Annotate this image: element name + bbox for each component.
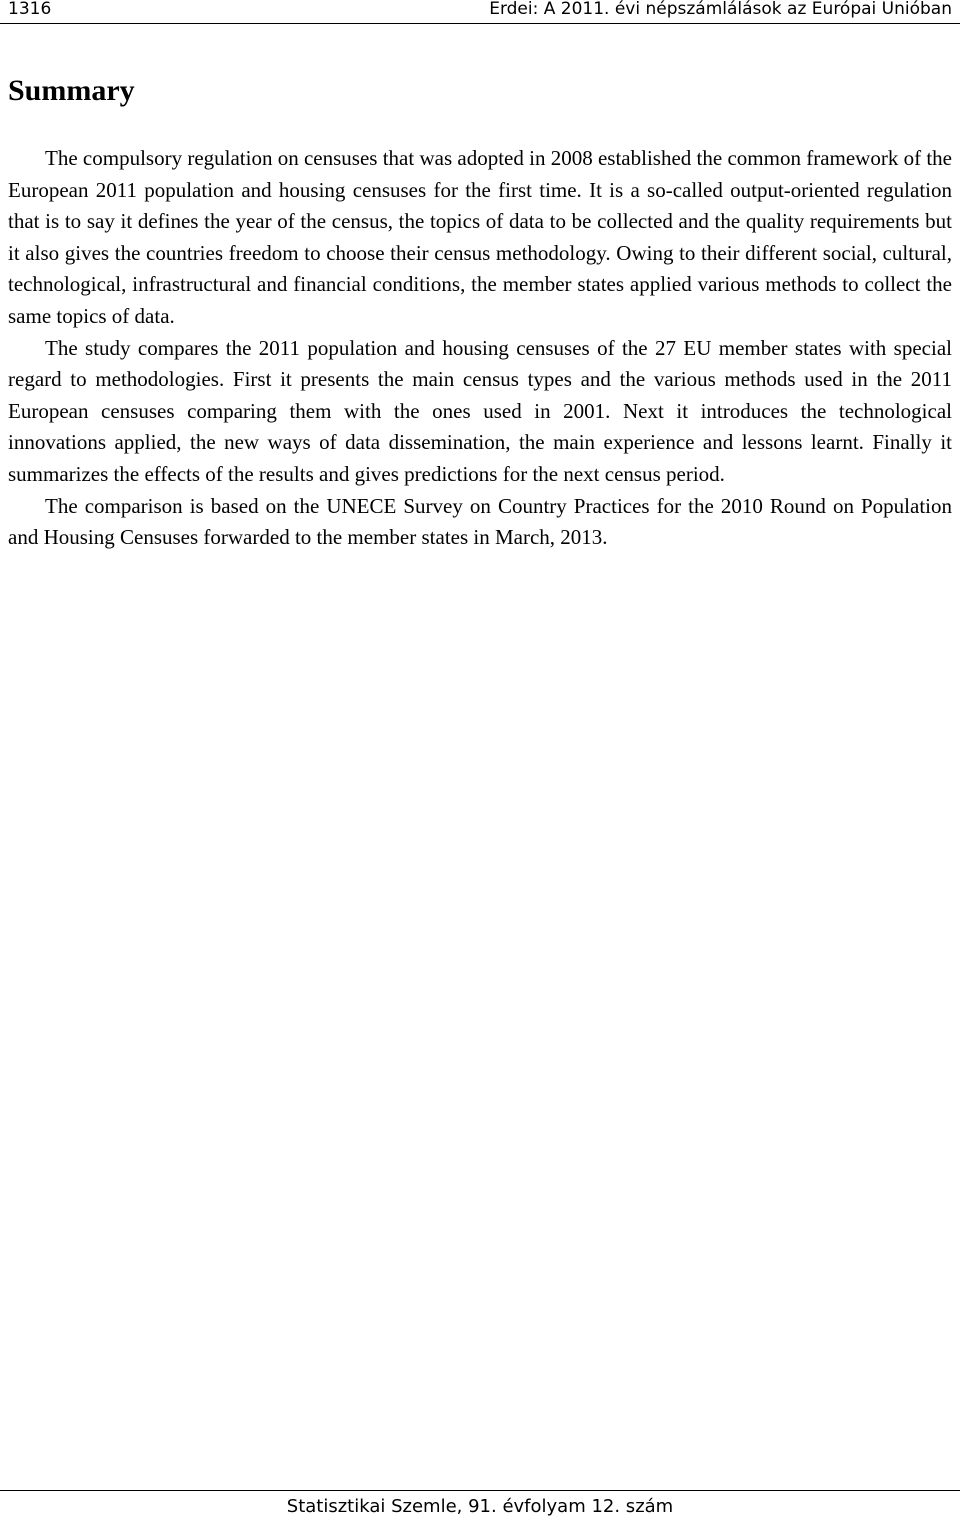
journal-footer: Statisztikai Szemle, 91. évfolyam 12. szám [286, 1496, 674, 1517]
paragraph-2: The study compares the 2011 population and housing censuses of the 27 EU member states with special regard to methodologies. First it presents the main census types and the various methods used in the 2011 European censuses comparing them with the ones used in 2001. Next it introduces the technological innovations applied, the new ways of data dissemination, the main experience and lessons learnt. Finally it summarizes the effects of the results and gives predictions for the next census period. [8, 335, 952, 486]
header-rule [0, 23, 960, 24]
summary-body [8, 143, 952, 554]
running-title: Erdei: A 2011. évi népszámlálások az Európai Unióban [489, 0, 952, 19]
running-header [0, 0, 960, 30]
page-number: 1316 [8, 0, 52, 19]
section-title: Summary [8, 74, 135, 107]
footer-rule [0, 1490, 960, 1491]
paragraph-1: The compulsory regulation on censuses that was adopted in 2008 established the common framework of the European 2011 population and housing censuses for the first time. It is a so-called output-oriented regulation that is to say it defines the year of the census, the topics of data to be collected and the quality requirements but it also gives the countries freedom to choose their census methodology. Owing to their different social, cultural, technological, infrastructural and financial conditions, the member states applied various methods to collect the same topics of data. [8, 146, 952, 328]
paragraph-3: The comparison is based on the UNECE Survey on Country Practices for the 2010 Round on Population and Housing Censuses forwarded to the member states in March, 2013. [8, 493, 952, 550]
